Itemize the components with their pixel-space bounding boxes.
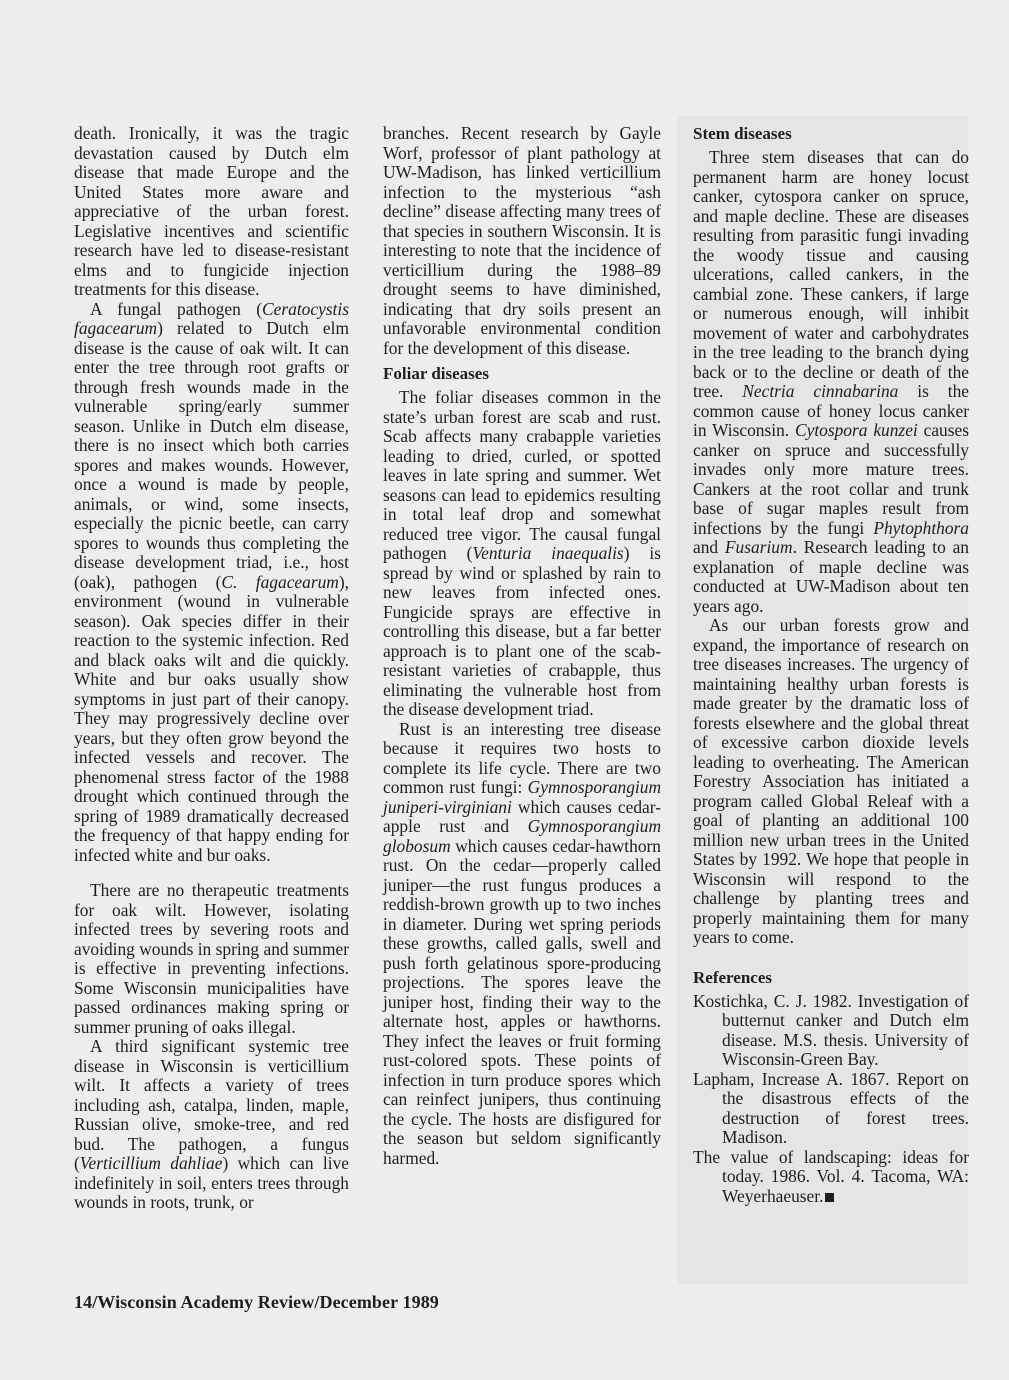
reference-item: Kostichka, C. J. 1982. Investigation of butternut canker and Dutch elm disease. M.S. thesis. University of Wisconsin-Green Bay. [693,990,969,1069]
paragraph: A third significant systemic tree disease in Wisconsin is verticillium wilt. It affects a variety of trees including ash, catalpa, linden, maple, Russian olive, smoke-tree, and red bud. The pathogen, a fungus (Verticillium dahliae) which can live indefinitely in soil, enters trees through wounds in roots, trunk, or [74,1036,349,1212]
paragraph: branches. Recent research by Gayle Worf, professor of plant pathology at UW-Madison, has linked verticillium infection to the mysterious “ash decline” disease affecting many trees of that species in southern Wisconsin. It is interesting to note that the incidence of verticillium during the 1988–89 drought seems to have diminished, indicating that dry soils present an unfavorable environmental condition for the development of this disease. [383,123,661,358]
article-column-1 [74,124,349,1213]
end-mark [825,1193,834,1202]
reference-item: Lapham, Increase A. 1867. Report on the disastrous effects of the destruction of forest trees. Madison. [693,1068,969,1147]
paragraph: death. Ironically, it was the tragic devastation caused by Dutch elm disease that made Europe and the United States more aware and appreciative of the urban forest. Legislative incentives and scientific research have led to disease-resistant elms and to fungicide injection treatments for this disease. [74,123,349,299]
page-footer: 14/Wisconsin Academy Review/December 1989 [74,1292,439,1312]
reference-item: The value of landscaping: ideas for today. 1986. Vol. 4. Tacoma, WA: Weyerhaeuser. [693,1146,969,1206]
paragraph: The foliar diseases common in the state’s urban forest are scab and rust. Scab affects many crabapple varieties leading to dried, curled, or spotted leaves in late spring and summer. Wet seasons can lead to epidemics resulting in total leaf drop and somewhat reduced tree vigor. The causal fungal pathogen (Venturia inaequalis) is spread by wind or splashed by rain to new leaves from infected ones. Fungicide sprays are effective in controlling this disease, but a far better approach is to plant one of the scab-resistant varieties of crabapple, thus eliminating the vulnerable host from the disease development triad. [383,387,661,719]
article-column-3 [693,124,969,1206]
paragraph: As our urban forests grow and expand, the importance of research on tree diseases increases. The urgency of maintaining healthy urban forests is made greater by the dramatic loss of forests elsewhere and the global threat of excessive carbon dioxide levels leading to overheating. The American Forestry Association has initiated a program called Global Releaf with a goal of planting an additional 100 million new urban trees in the United States by 1992. We hope that people in Wisconsin will respond to the challenge by planting trees and properly maintaining them for many years to come. [693,615,969,947]
section-heading-stem: Stem diseases [693,124,792,143]
paragraph: Three stem diseases that can do permanent harm are honey locust canker, cytospora canker on spruce, and maple decline. These are diseases resulting from parasitic fungi invading the woody tissue and causing ulcerations, called cankers, in the cambial zone. These cankers, if large or numerous enough, will inhibit movement of water and carbohydrates in the tree leading to the branch dying back or to the decline or death of the tree. Nectria cinnabarina is the common cause of honey locus canker in Wisconsin. Cytospora kunzei causes canker on spruce and successfully invades only more mature trees. Cankers at the root collar and trunk base of sugar maples result from infections by the fungi Phytophthora and Fusarium. Research leading to an explanation of maple decline was conducted at UW-Madison about ten years ago. [693,147,969,616]
paragraph: There are no therapeutic treatments for oak wilt. However, isolating infected trees by severing roots and avoiding wounds in spring and summer is effective in preventing infections. Some Wisconsin municipalities have passed ordinances making spring or summer pruning of oaks illegal. [74,880,349,1037]
paragraph: Rust is an interesting tree disease because it requires two hosts to complete its life cycle. There are two common rust fungi: Gymnosporangium juniperi-virginiani which causes cedar-apple rust and Gymnosporangium globosum which causes cedar-hawthorn rust. On the cedar—properly called juniper—the rust fungus produces a reddish-brown growth up to two inches in diameter. During wet spring periods these growths, called galls, swell and push forth gelatinous spore-producing projections. The spores leave the juniper host, finding their way to the alternate host, apples or hawthorns. They infect the leaves or fruit forming rust-colored spots. These points of infection in turn produce spores which can reinfect junipers, thus continuing the cycle. The hosts are disfigured for the season but seldom significantly harmed. [383,718,661,1168]
references-heading: References [693,967,772,987]
paragraph: A fungal pathogen (Ceratocystis fagacearum) related to Dutch elm disease is the cause of oak wilt. It can enter the tree through root grafts or through fresh wounds made in the vulnerable spring/early summer season. Unlike in Dutch elm disease, there is no insect which both carries spores and makes wounds. However, once a wound is made by people, animals, or wind, some insects, especially the picnic beetle, can carry spores to wounds thus completing the disease development triad, i.e., host (oak), pathogen (C. fagacearum), environment (wound in vulnerable season). Oak species differ in their reaction to the systemic infection. Red and black oaks wilt and die quickly. White and bur oaks usually show symptoms in just part of their canopy. They may progressively decline over years, but they often grow beyond the infected vessels and recover. The phenomenal stress factor of the 1988 drought which continued through the spring of 1989 dramatically decreased the frequency of that happy ending for infected white and bur oaks. [74,298,349,865]
section-heading-foliar: Foliar diseases [383,364,489,383]
article-column-2 [383,124,661,1168]
